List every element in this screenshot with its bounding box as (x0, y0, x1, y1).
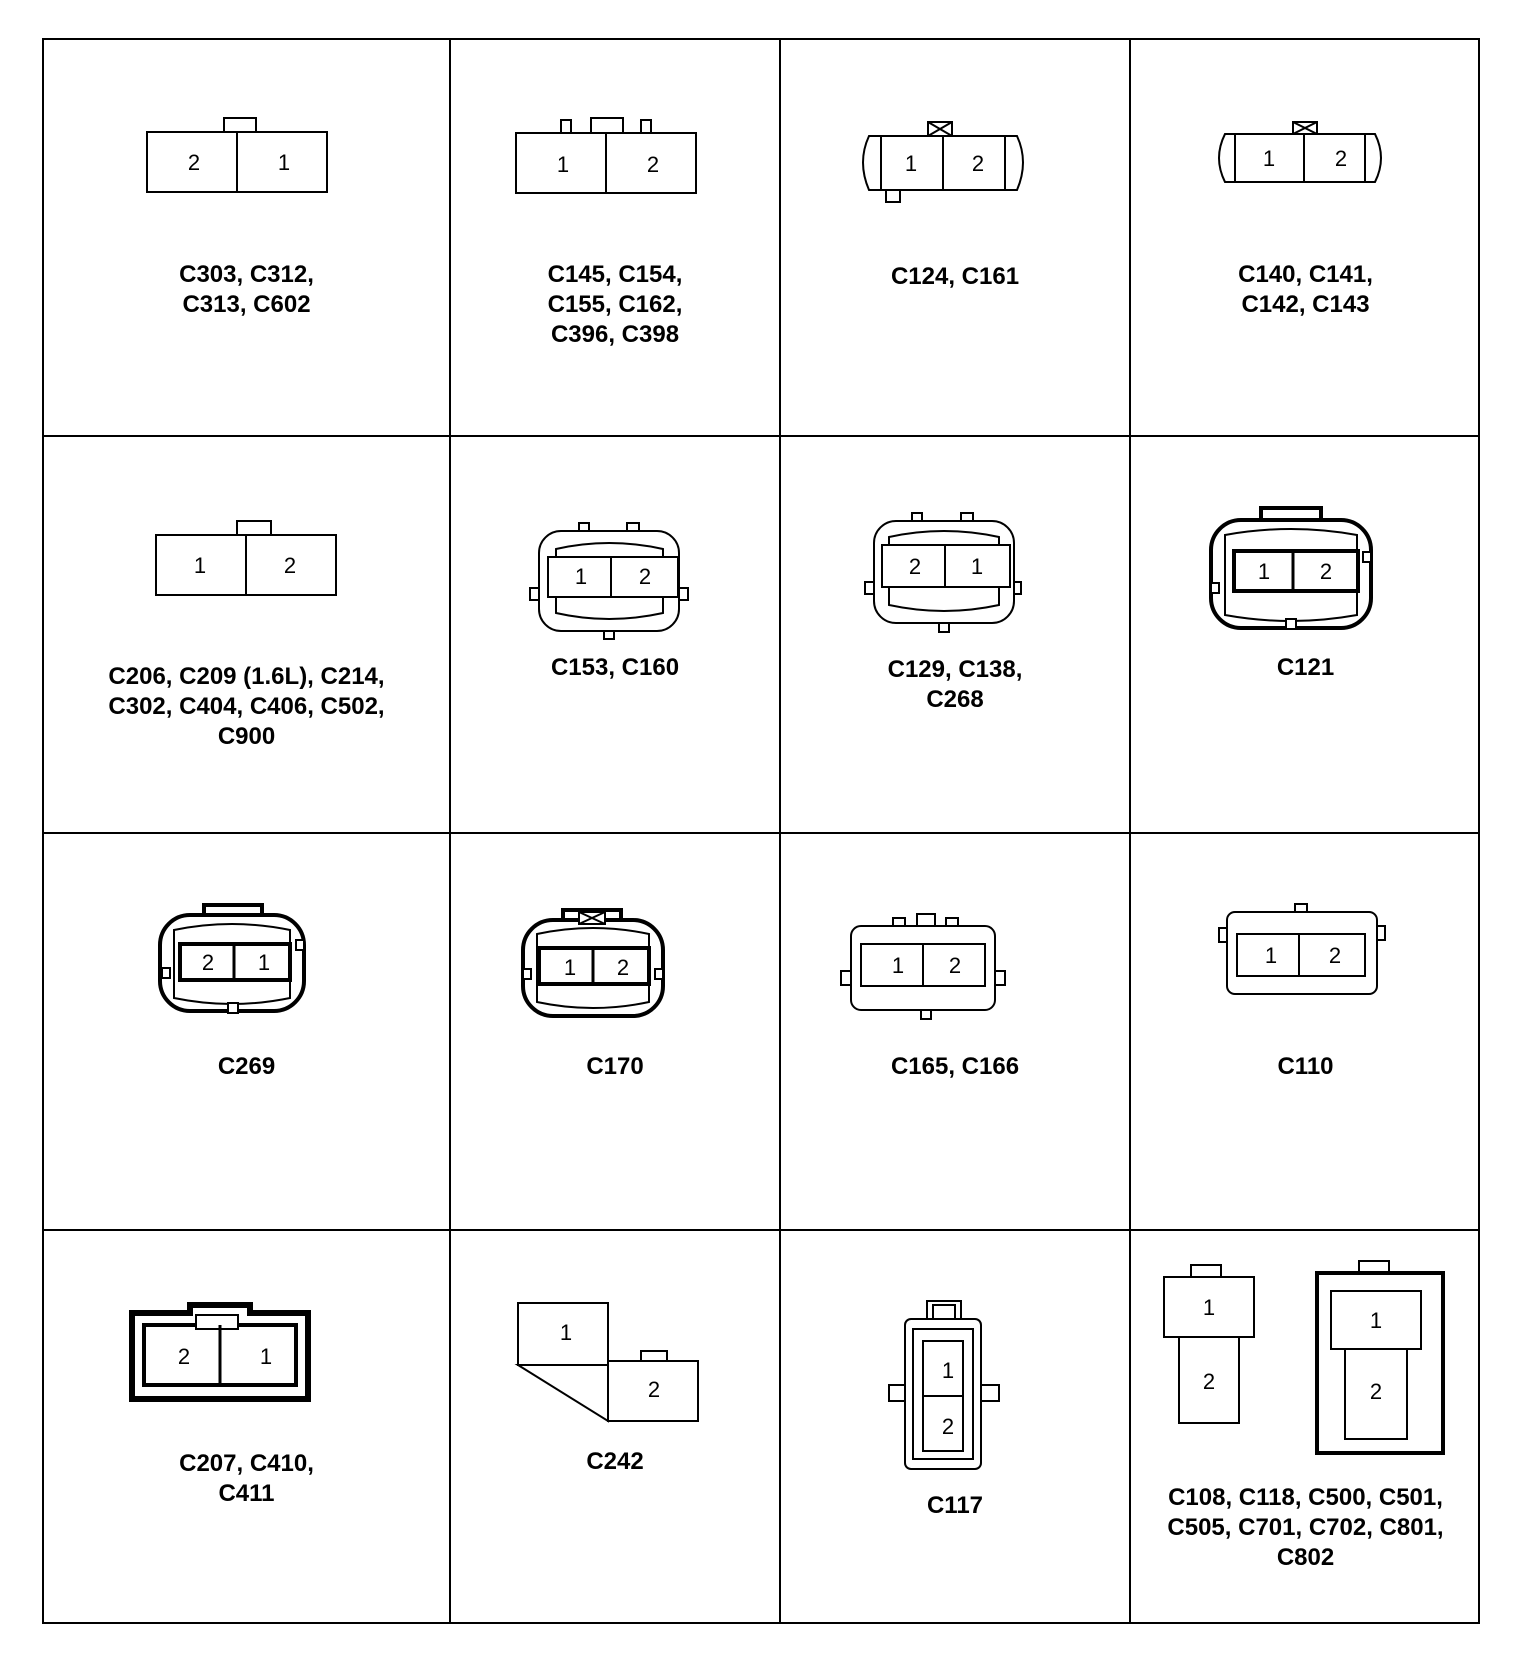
connector-label: C145, C154, C155, C162, C396, C398 (547, 261, 683, 348)
connector-label: C206, C209 (1.6L), C214, C302, C404, C406, C502, C900 (108, 663, 385, 750)
pin-label: 1 (1369, 1308, 1383, 1333)
connector-cell-3 (781, 40, 1131, 437)
pin-label: 2 (971, 151, 985, 176)
pin-label: 1 (574, 564, 588, 589)
pin-label: 2 (646, 152, 660, 177)
connector-cell-12 (1131, 834, 1480, 1231)
connector-label: C269 (217, 1053, 276, 1080)
connector-cell-15 (781, 1231, 1131, 1622)
connector-label: C242 (586, 1448, 644, 1475)
connector-diagram-5 (44, 437, 449, 832)
pin-label: 2 (177, 1344, 191, 1369)
connector-cell-4 (1131, 40, 1480, 437)
connector-label: C303, C312, C313, C602 (179, 261, 314, 318)
pin-label: 1 (1257, 559, 1271, 584)
pin-label: 1 (559, 1320, 573, 1345)
connector-diagram-15 (781, 1231, 1129, 1622)
connector-diagram-2 (451, 40, 779, 435)
pin-label: 2 (201, 950, 215, 975)
pin-label: 1 (970, 554, 984, 579)
connector-diagram-6 (451, 437, 779, 832)
connector-cell-7 (781, 437, 1131, 834)
connector-cell-16 (1131, 1231, 1480, 1622)
connector-diagram-3 (781, 40, 1129, 435)
pin-label: 2 (1202, 1369, 1216, 1394)
pin-label: 1 (904, 151, 918, 176)
connector-diagram-11 (781, 834, 1129, 1229)
connector-label: C124, C161 (890, 263, 1020, 290)
pin-label: 2 (941, 1414, 955, 1439)
connector-cell-2 (451, 40, 781, 437)
connector-cell-13 (44, 1231, 451, 1622)
pin-label: 2 (283, 553, 297, 578)
pin-label: 1 (1202, 1295, 1216, 1320)
pin-label: 1 (1264, 943, 1278, 968)
pin-label: 2 (948, 953, 962, 978)
connector-diagram-7 (781, 437, 1129, 832)
connector-diagram-8 (1131, 437, 1480, 832)
connector-label: C117 (926, 1492, 984, 1519)
connector-cell-11 (781, 834, 1131, 1231)
connector-diagram-13 (44, 1231, 449, 1622)
pin-label: 2 (1334, 146, 1348, 171)
pin-label: 1 (941, 1358, 955, 1383)
connector-label: C153, C160 (550, 654, 680, 681)
pin-label: 1 (259, 1344, 273, 1369)
connector-cell-8 (1131, 437, 1480, 834)
connector-label: C121 (1276, 654, 1335, 681)
connector-cell-5 (44, 437, 451, 834)
connector-diagram-10 (451, 834, 779, 1229)
pin-label: 1 (257, 950, 271, 975)
pin-label: 1 (1262, 146, 1276, 171)
connector-diagram-1 (44, 40, 449, 435)
connector-cell-14 (451, 1231, 781, 1622)
connector-label: C108, C118, C500, C501, C505, C701, C702, C801, C802 (1167, 1484, 1444, 1571)
connector-cell-6 (451, 437, 781, 834)
connector-cell-10 (451, 834, 781, 1231)
connector-label: C170 (586, 1053, 644, 1080)
connector-cell-1 (44, 40, 451, 437)
pin-label: 1 (277, 150, 291, 175)
pin-label: 2 (187, 150, 201, 175)
connector-label: C207, C410, C411 (179, 1450, 314, 1507)
connector-diagram-9 (44, 834, 449, 1229)
connector-cell-9 (44, 834, 451, 1231)
pin-label: 2 (1369, 1379, 1383, 1404)
pin-label: 1 (891, 953, 905, 978)
connector-diagram-12 (1131, 834, 1480, 1229)
connector-label: C110 (1277, 1053, 1334, 1080)
connector-label: C165, C166 (890, 1053, 1020, 1080)
connector-diagram-4 (1131, 40, 1480, 435)
connector-grid (42, 38, 1480, 1624)
pin-label: 2 (616, 955, 630, 980)
connector-label: C129, C138, C268 (887, 656, 1023, 713)
pin-label: 1 (556, 152, 570, 177)
pin-label: 2 (638, 564, 652, 589)
connector-label: C140, C141, C142, C143 (1238, 261, 1373, 318)
pin-label: 2 (647, 1377, 661, 1402)
pin-label: 2 (908, 554, 922, 579)
pin-label: 2 (1328, 943, 1342, 968)
connector-diagram-14 (451, 1231, 779, 1622)
pin-label: 1 (563, 955, 577, 980)
pin-label: 2 (1319, 559, 1333, 584)
pin-label: 1 (193, 553, 207, 578)
